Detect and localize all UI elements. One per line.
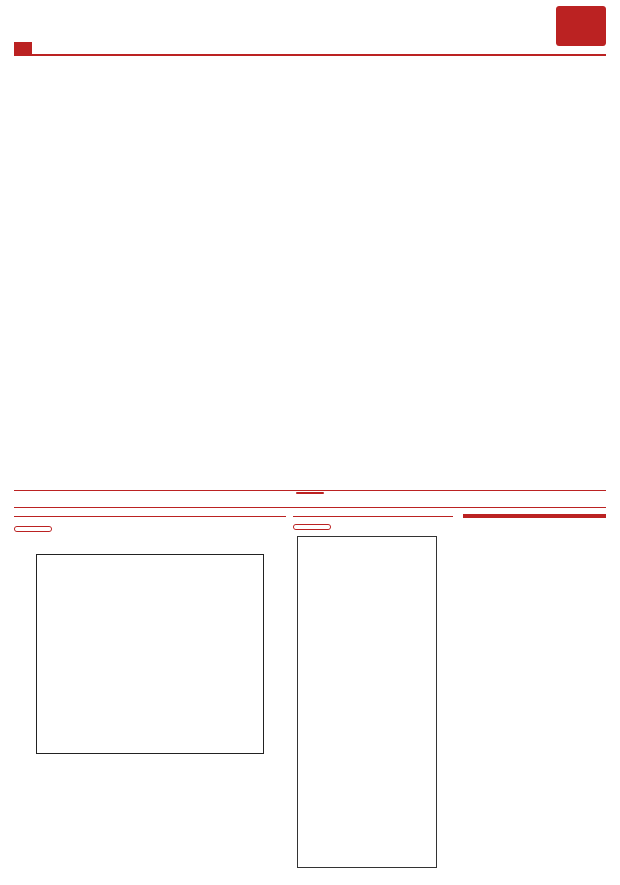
section-band bbox=[14, 490, 606, 508]
masthead bbox=[14, 6, 606, 56]
story-tag bbox=[463, 514, 606, 518]
down-clues bbox=[16, 760, 148, 872]
band-title bbox=[296, 492, 324, 494]
crossword-grid bbox=[36, 554, 264, 754]
newspaper-logo bbox=[556, 6, 606, 46]
crossword bbox=[14, 514, 286, 876]
across-clues bbox=[154, 760, 284, 872]
short-story bbox=[463, 514, 606, 876]
crossword-badge bbox=[14, 526, 52, 532]
table-puzzle-badge bbox=[293, 524, 331, 530]
table-puzzle bbox=[293, 514, 453, 876]
page-number bbox=[14, 42, 32, 56]
table-puzzle-grid bbox=[297, 536, 437, 868]
crossword-title bbox=[14, 514, 286, 517]
table-puzzle-title bbox=[293, 514, 453, 517]
